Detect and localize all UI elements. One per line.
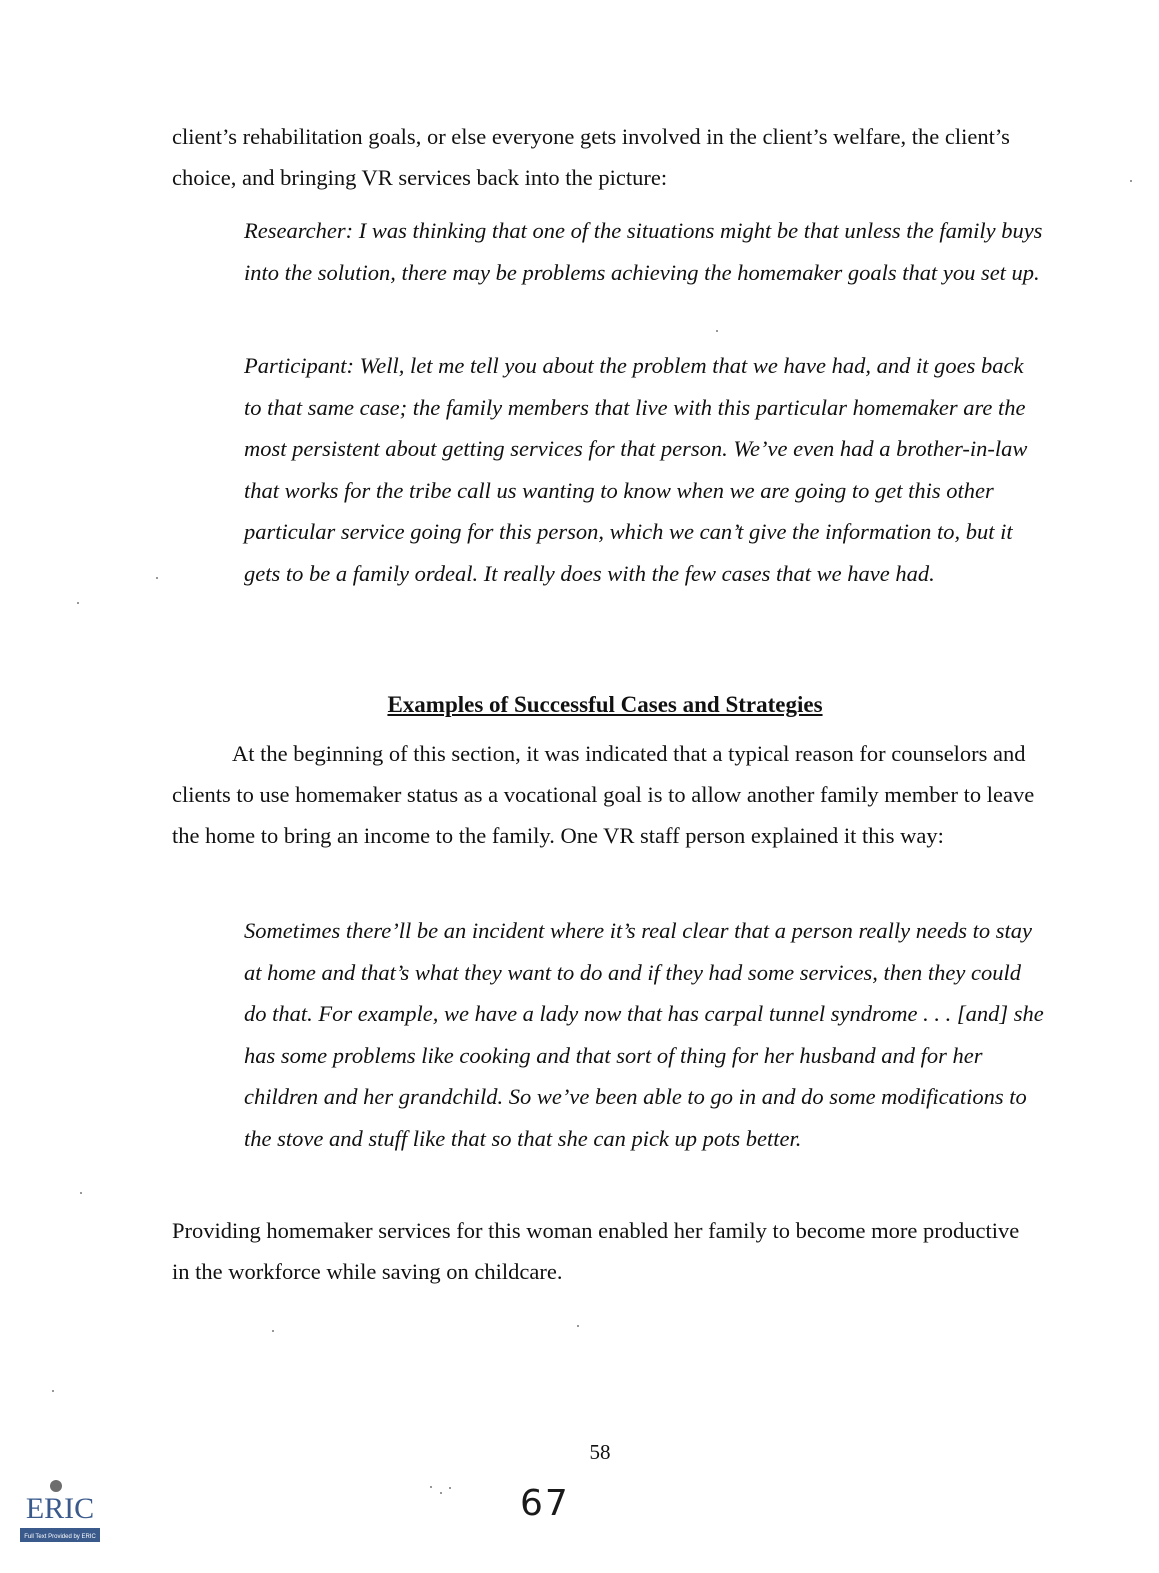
eric-logo-globe-icon xyxy=(50,1480,62,1492)
scan-speck xyxy=(77,602,79,604)
section-paragraph: At the beginning of this section, it was indicated that a typical reason for counselors and clients to use homemaker status as a vocational goal is to allow another family member to leave the home to bring an income to the family. One VR staff person explained it this way: xyxy=(172,741,1035,848)
quote-participant: Participant: Well, let me tell you about the problem that we have had, and it goes back to that same case; the family members that live with this particular homemaker are the most persistent about getting services for that person. We’ve even had a brother-in-law that works for the tribe call us wanting to know when we are going to get this other particular service going for this person, which we can’t give the information to, but it gets to be a family ordeal. It really does with the few cases that we have had. xyxy=(244,353,1028,586)
scan-speck xyxy=(577,1325,579,1327)
eric-logo-tagline: Full Text Provided by ERIC xyxy=(24,1534,96,1540)
scan-speck xyxy=(716,330,718,332)
section-heading: Examples of Successful Cases and Strategies xyxy=(387,692,823,717)
intro-paragraph: client’s rehabilitation goals, or else everyone gets involved in the client’s welfare, the client’s choice, and bringing VR services back into the picture: xyxy=(172,124,1010,190)
scan-speck xyxy=(272,1330,274,1332)
page-number: 58 xyxy=(589,1440,611,1464)
scan-speck xyxy=(430,1486,432,1488)
quote-researcher: Researcher: I was thinking that one of the situations might be that unless the family buys into the solution, there may be problems achieving the homemaker goals that you set up. xyxy=(244,218,1043,285)
scan-speck xyxy=(52,1390,54,1392)
scan-speck xyxy=(449,1487,451,1489)
quote-staff: Sometimes there’ll be an incident where it’s real clear that a person really needs to stay at home and that’s what they want to do and if they had some services, then they could do that. For example, we have a lady now that has carpal tunnel syndrome . . . [and] she has some problems like cooking and that sort of thing for her husband and for her children and her grandchild. So we’ve been able to go in and do some modifications to the stove and stuff like that so that she can pick up pots better. xyxy=(244,918,1044,1151)
eric-logo-icon xyxy=(20,1478,100,1544)
scan-speck xyxy=(80,1192,82,1194)
scan-speck xyxy=(440,1492,442,1494)
scan-speck xyxy=(156,577,158,579)
scan-speck xyxy=(1130,180,1132,182)
closing-paragraph: Providing homemaker services for this woman enabled her family to become more productive in the workforce while saving on childcare. xyxy=(172,1218,1020,1284)
eric-logo-text: ERIC xyxy=(25,1492,95,1525)
stamp-number: 67 xyxy=(520,1483,570,1524)
